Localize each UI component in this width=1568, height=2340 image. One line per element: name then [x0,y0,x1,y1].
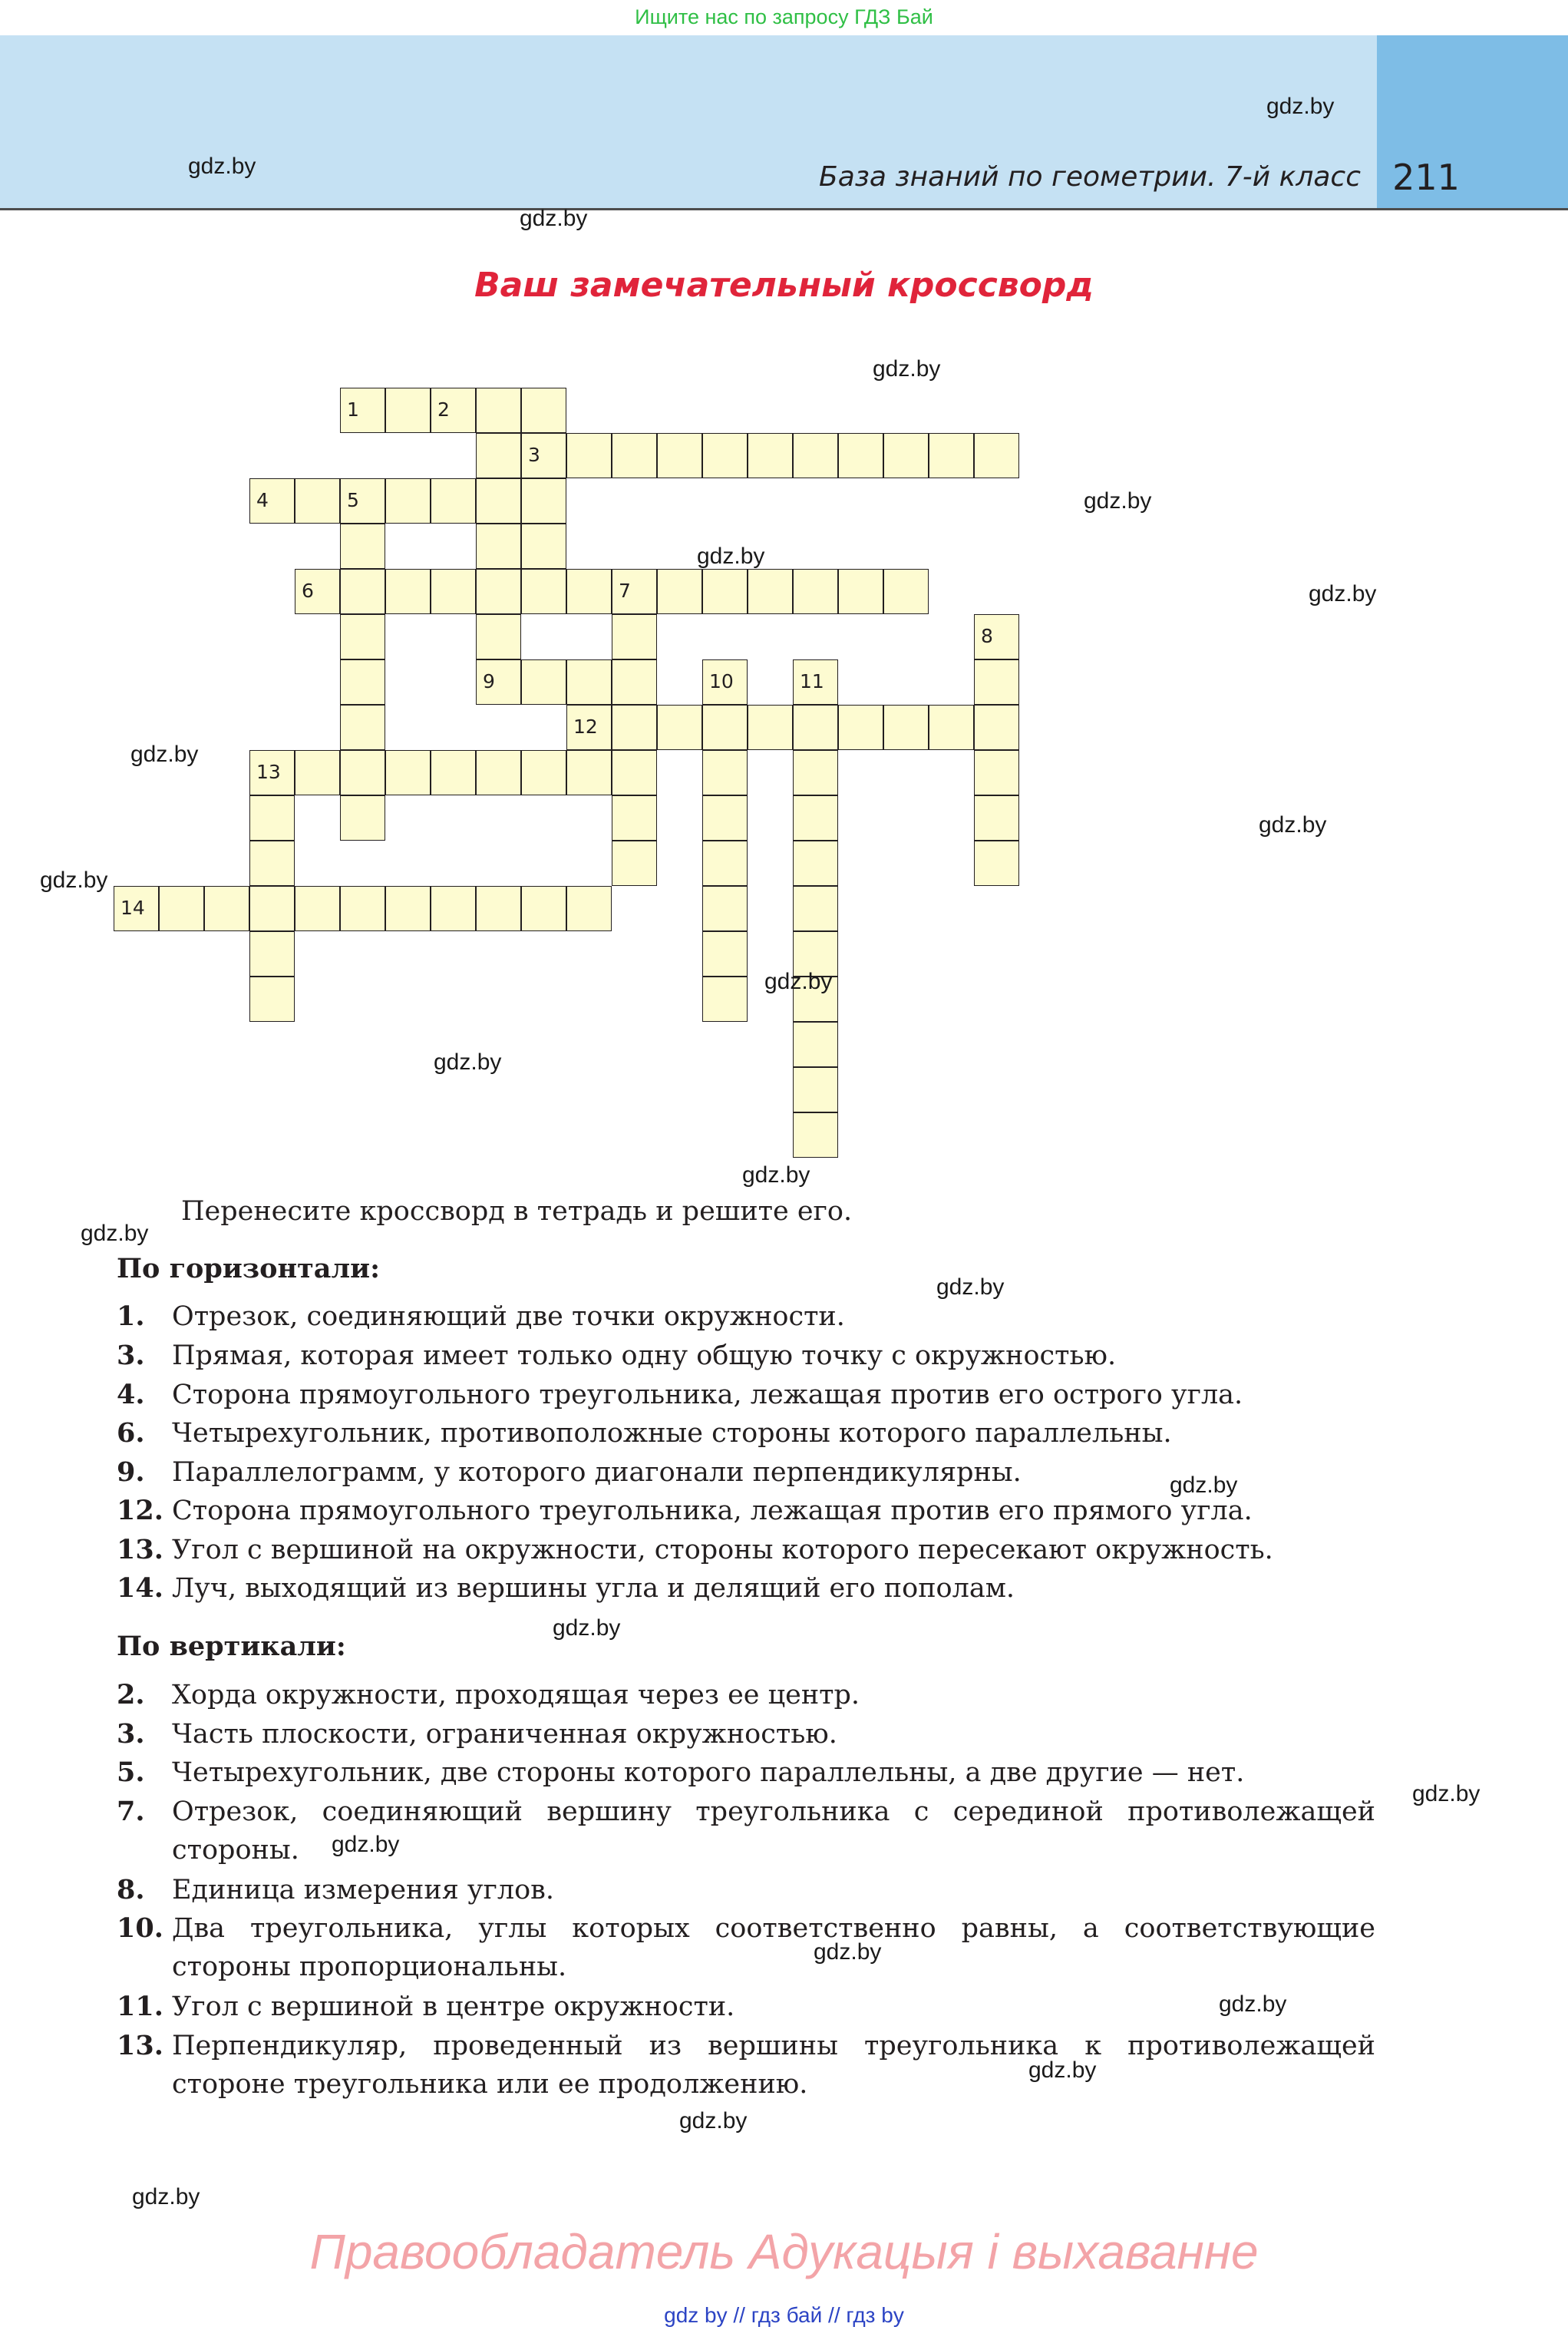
crossword-cell [929,433,974,478]
clue-number: 14. [117,1572,163,1604]
clue-text: Сторона прямоугольного треугольника, лежащая против его прямого угла. [172,1496,1253,1526]
clue-text: Угол с вершиной в центре окружности. [172,1991,735,2022]
crossword-number-7: 7 [619,580,631,602]
watermark: gdz.by [1309,581,1377,606]
crossword-cell [385,478,431,524]
crossword-number-6: 6 [302,580,314,602]
page-number: 211 [1392,157,1460,198]
crossword-cell [159,886,204,931]
crossword-cell [702,795,748,841]
crossword-cell [204,886,249,931]
crossword-cell [295,886,340,931]
clue-number: 9. [117,1456,145,1488]
crossword-cell [793,569,838,614]
watermark: gdz.by [520,206,588,231]
crossword-cell [249,977,295,1022]
crossword-cell [657,569,702,614]
watermark: gdz.by [764,969,833,994]
crossword-cell [702,841,748,886]
watermark: gdz.by [936,1274,1005,1300]
clue-text: Перпендикуляр, проведенный из вершины треугольника к противолежащей стороне треугольника или ее продолжению. [172,2031,1375,2100]
crossword-cell [793,1067,838,1112]
crossword-cell [476,750,521,795]
clue-text: Четырехугольник, противоположные стороны которого параллельны. [172,1418,1172,1449]
crossword-cell [702,569,748,614]
crossword-cell [476,614,521,659]
crossword-cell [974,659,1019,705]
crossword-cell [883,433,929,478]
crossword-cell [521,524,566,569]
crossword-cell [249,795,295,841]
clue-number: 7. [117,1796,145,1827]
crossword-number-8: 8 [981,625,993,647]
crossword-cell [612,433,657,478]
clue-text: Параллелограмм, у которого диагонали перпендикулярны. [172,1457,1022,1488]
footer-links[interactable]: gdz by // гдз бай // гдз by [664,2303,904,2327]
clue-text: Часть плоскости, ограниченная окружностью. [172,1719,837,1750]
rights-holder-text: Правообладатель Адукацыя і выхаванне [309,2224,1259,2279]
crossword-number-2: 2 [437,398,450,421]
down-clue [117,1909,1375,1986]
clue-text: Сторона прямоугольного треугольника, лежащая против его острого угла. [172,1380,1243,1410]
crossword-cell [521,478,566,524]
crossword-cell [521,388,566,433]
watermark: gdz.by [40,868,108,893]
crossword-cell [612,750,657,795]
across-clue [117,1376,1375,1414]
down-heading: По вертикали: [117,1631,346,1662]
crossword-cell [657,705,702,750]
crossword-cell [340,659,385,705]
watermark: gdz.by [679,2108,748,2133]
crossword-cell [929,705,974,750]
across-clue [117,1337,1375,1375]
crossword-cell [612,705,657,750]
top-promo-link[interactable]: Ищите нас по запросу ГДЗ Бай [635,5,933,28]
intro-text: Перенесите кроссворд в тетрадь и решите его. [181,1196,853,1227]
clue-number: 13. [117,2030,163,2061]
crossword-cell [612,614,657,659]
clue-number: 10. [117,1912,163,1944]
watermark: gdz.by [742,1162,810,1188]
crossword-cell [340,750,385,795]
crossword-cell [431,569,476,614]
crossword-number-5: 5 [347,489,359,511]
across-clue [117,1453,1375,1492]
crossword-cell [702,977,748,1022]
running-title: База знаний по геометрии. 7-й класс [819,161,1361,193]
crossword-cell [249,931,295,977]
crossword-cell [748,433,793,478]
watermark: gdz.by [130,742,199,767]
crossword-cell [702,931,748,977]
watermark: gdz.by [697,544,765,569]
down-clue [117,1676,1375,1714]
watermark: gdz.by [132,2184,200,2209]
crossword-cell [974,795,1019,841]
down-clue [117,1871,1375,1909]
across-clue [117,1297,1375,1336]
crossword-number-9: 9 [483,670,495,692]
down-clue [117,1753,1375,1792]
crossword-cell [883,705,929,750]
clue-text: Прямая, которая имеет только одну общую точку с окружностью. [172,1340,1117,1371]
crossword-cell [385,569,431,614]
crossword-cell [566,569,612,614]
crossword-cell [476,886,521,931]
crossword-cell [385,388,431,433]
crossword-cell [883,569,929,614]
crossword-cell [566,433,612,478]
clue-number: 4. [117,1379,145,1410]
crossword-cell [476,569,521,614]
crossword-cell [974,750,1019,795]
crossword-cell [702,433,748,478]
clue-number: 12. [117,1495,163,1526]
crossword-cell [793,1022,838,1067]
crossword-cell [838,705,883,750]
clue-number: 6. [117,1417,145,1449]
crossword-cell [974,705,1019,750]
crossword-cell [431,886,476,931]
clue-text: Единица измерения углов. [172,1875,554,1905]
crossword-number-14: 14 [120,897,145,919]
crossword-cell [566,750,612,795]
watermark: gdz.by [188,154,256,179]
crossword-cell [431,478,476,524]
crossword-cell [249,841,295,886]
crossword-number-13: 13 [256,761,281,783]
clue-text: Угол с вершиной на окружности, стороны которого пересекают окружность. [172,1535,1273,1565]
crossword-cell [748,569,793,614]
crossword-cell [793,433,838,478]
crossword-cell [974,433,1019,478]
clue-number: 13. [117,1534,163,1565]
crossword-cell [521,569,566,614]
watermark: gdz.by [553,1615,621,1641]
crossword-cell [340,524,385,569]
watermark: gdz.by [1084,488,1152,514]
clue-text: Четырехугольник, две стороны которого параллельны, а две другие — нет. [172,1757,1245,1788]
watermark: gdz.by [873,356,941,382]
crossword-number-4: 4 [256,489,269,511]
clue-number: 3. [117,1340,145,1371]
watermark: gdz.by [1266,94,1335,119]
clue-text: Два треугольника, углы которых соответственно равны, а соответствующие стороны пропорциональны. [172,1913,1375,1982]
clue-number: 8. [117,1874,145,1905]
crossword-cell [340,705,385,750]
clue-text: Луч, выходящий из вершины угла и делящий его пополам. [172,1573,1015,1604]
clue-text: Хорда окружности, проходящая через ее центр. [172,1680,860,1710]
crossword-cell [476,478,521,524]
crossword-cell [295,750,340,795]
crossword-cell [476,388,521,433]
crossword-title: Ваш замечательный кроссворд [474,266,1094,305]
crossword-cell [431,750,476,795]
watermark: gdz.by [1170,1472,1238,1498]
watermark: gdz.by [814,1939,882,1965]
crossword-cell [793,886,838,931]
crossword-number-3: 3 [528,444,540,466]
watermark: gdz.by [1028,2057,1097,2083]
crossword-cell [612,841,657,886]
across-heading: По горизонтали: [117,1253,381,1284]
crossword-cell [385,886,431,931]
across-clue [117,1414,1375,1453]
crossword-cell [974,841,1019,886]
watermark: gdz.by [434,1049,502,1075]
crossword-cell [566,659,612,705]
watermark: gdz.by [1259,812,1327,838]
crossword-cell [340,569,385,614]
crossword-cell [521,750,566,795]
down-clue [117,1988,1375,2026]
crossword-cell [295,478,340,524]
crossword-cell [702,886,748,931]
clue-number: 11. [117,1991,163,2022]
crossword-cell [566,886,612,931]
crossword-cell [838,433,883,478]
crossword-cell [340,614,385,659]
crossword-number-10: 10 [709,670,734,692]
crossword-cell [838,569,883,614]
across-clue [117,1531,1375,1569]
clue-number: 2. [117,1679,145,1710]
crossword-cell [521,659,566,705]
crossword-cell [340,886,385,931]
down-clue [117,1793,1375,1869]
crossword-cell [793,795,838,841]
watermark: gdz.by [1412,1781,1481,1806]
down-clue [117,1715,1375,1753]
crossword-cell [612,795,657,841]
crossword-number-12: 12 [573,716,598,738]
crossword-cell [385,750,431,795]
clue-number: 5. [117,1757,145,1788]
crossword-cell [657,433,702,478]
crossword-cell [793,705,838,750]
clue-text: Отрезок, соединяющий вершину треугольника с серединой противолежащей стороны. [172,1796,1375,1866]
down-clue [117,2027,1375,2104]
across-clue [117,1492,1375,1530]
crossword-number-1: 1 [347,398,359,421]
clue-number: 1. [117,1301,145,1332]
crossword-cell [476,433,521,478]
crossword-cell [793,750,838,795]
watermark: gdz.by [332,1832,400,1857]
clue-text: Отрезок, соединяющий две точки окружности. [172,1301,845,1332]
crossword-cell [612,659,657,705]
crossword-cell [249,886,295,931]
crossword-cell [521,886,566,931]
crossword-cell [476,524,521,569]
crossword-cell [702,750,748,795]
crossword-cell [340,795,385,841]
crossword-cell [793,841,838,886]
crossword-number-11: 11 [800,670,824,692]
crossword-cell [793,1112,838,1158]
crossword-cell [748,705,793,750]
clue-number: 3. [117,1718,145,1750]
watermark: gdz.by [1219,1991,1287,2017]
watermark: gdz.by [81,1221,149,1246]
across-clue [117,1569,1375,1608]
crossword-cell [702,705,748,750]
